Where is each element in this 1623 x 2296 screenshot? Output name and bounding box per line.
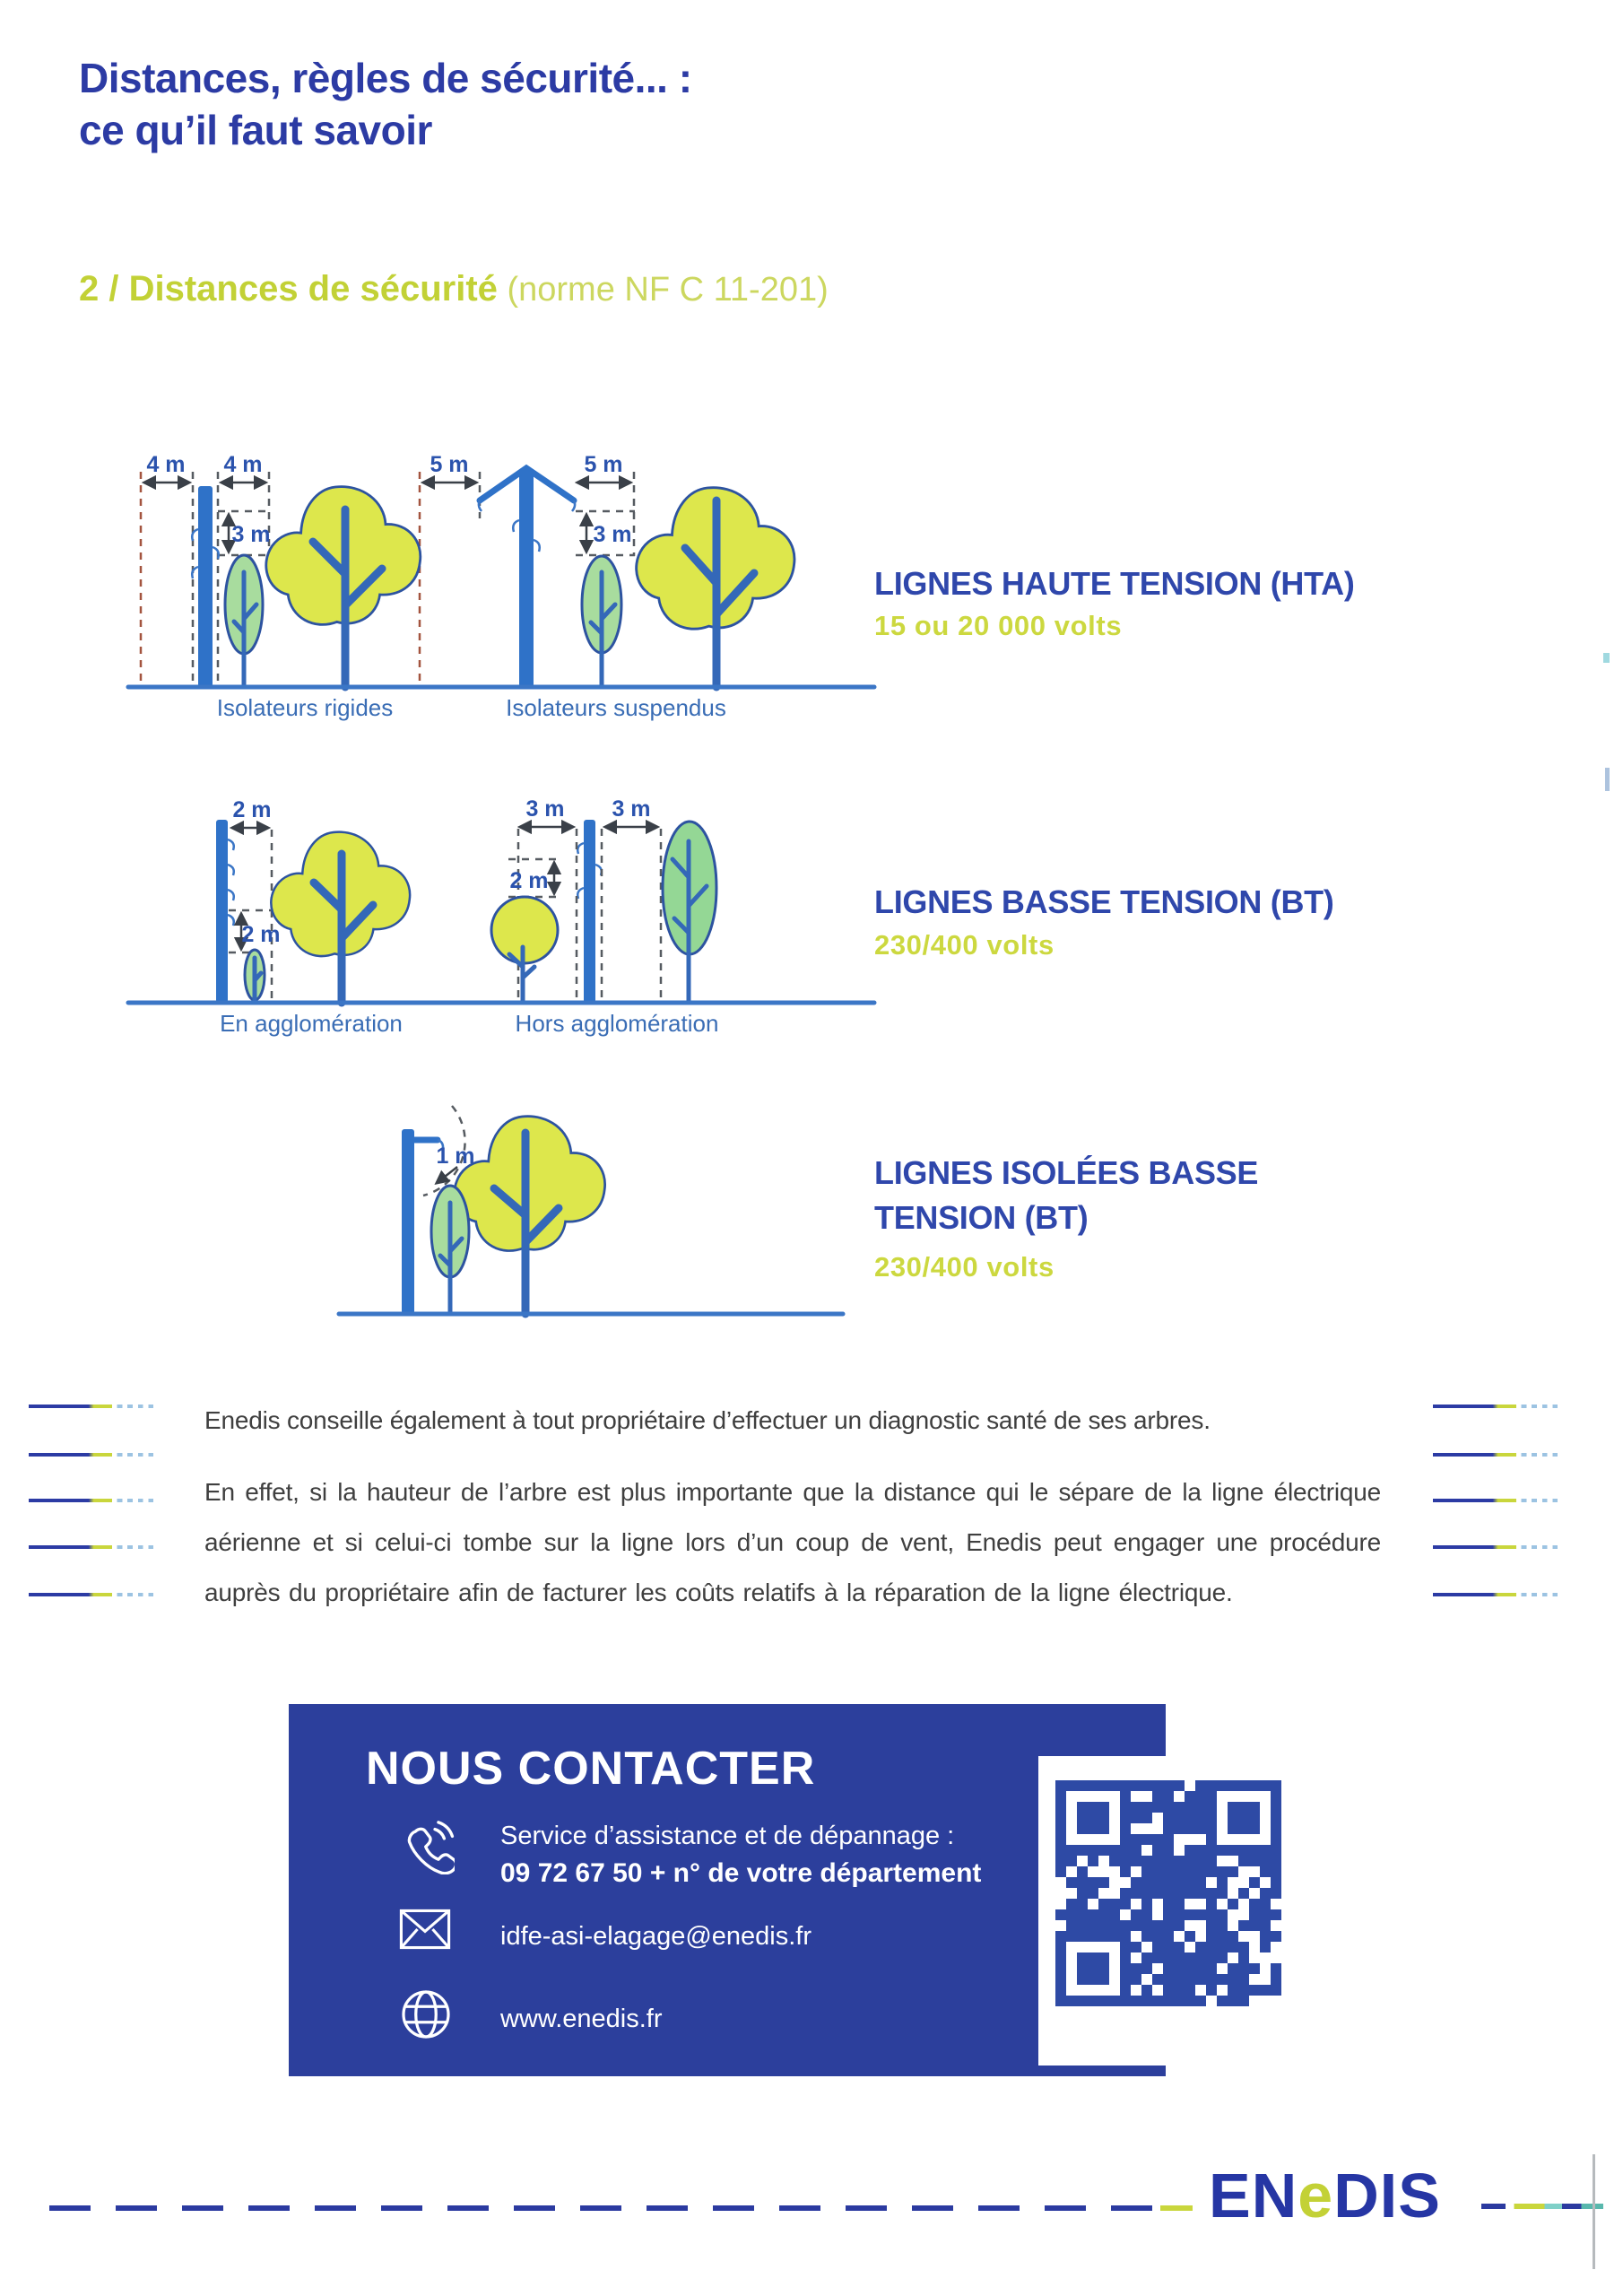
scan-artifact [1593,2154,1595,2269]
scan-artifact [1605,768,1610,791]
enedis-logo [1209,2160,1441,2231]
bt-isolee-title-line2: TENSION (BT) [874,1199,1089,1236]
bt-isolee-title [874,1151,1258,1240]
diagram-hta [76,447,883,726]
bt-subtitle: 230/400 volts [874,929,1055,961]
dimension-label: 2 m [241,922,281,947]
decorative-dash [1433,1545,1563,1549]
logo-accent-e: e [1298,2161,1334,2231]
tree-small [225,555,263,687]
decorative-dash [29,1499,159,1502]
logo-text: EN [1209,2161,1298,2231]
page-title-line2: ce qu’il faut savoir [79,107,432,153]
diagram-caption: En agglomération [220,1010,403,1037]
phone-icon [399,1819,455,1874]
dimension-label: 3 m [612,796,651,822]
contact-panel [289,1704,1166,2076]
paragraph-warning: En effet, si la hauteur de l’arbre est plus importante que la distance qui le sépare de la ligne électrique aérienne et si celui-ci tombe sur la ligne lors d’un coup de vent, Enedis peut engager une procédure auprès du propriétaire afin de facturer les coûts relatifs à la réparation de la ligne électrique. [204,1478,1381,1606]
scan-artifact [1603,653,1610,663]
tree-small [582,556,621,687]
section-heading [79,269,829,309]
utility-pole-suspended [479,468,575,687]
tree-large [637,488,794,687]
dimension-label: 2 m [232,797,272,822]
decorative-dash [1433,1593,1563,1596]
contact-email: idfe-asi-elagage@enedis.fr [500,1922,812,1951]
body-text [204,1396,1381,1618]
hta-subtitle: 15 ou 20 000 volts [874,610,1123,641]
page-title-line1: Distances, règles de sécurité... : [79,55,692,101]
diagram-bt-isolee [323,1088,897,1348]
hta-title: LIGNES HAUTE TENSION (HTA) [874,565,1355,602]
tree-small [431,1186,469,1314]
dimension-label: 3 m [593,522,632,547]
decorative-dash [1433,1453,1563,1457]
dimension-label: 5 m [430,452,469,477]
footer-dashed-line [49,2205,1152,2211]
assistance-info [500,1817,981,1892]
footer-dashed-line [1481,2204,1603,2209]
assistance-label: Service d’assistance et de dépannage : [500,1822,955,1850]
dimension-label: 5 m [584,452,623,477]
tree-tall [663,822,716,1003]
dimension-label: 2 m [509,868,549,893]
bt-isolee-title-line1: LIGNES ISOLÉES BASSE [874,1154,1259,1191]
page-title [79,52,692,156]
dimension-label: 4 m [146,452,186,477]
tree-large [266,487,421,687]
diagram-caption: Hors agglomération [515,1010,719,1037]
diagram-bt [76,787,883,1057]
tree-small [245,950,265,1003]
footer-dash-accent [1160,2205,1193,2211]
contact-website: www.enedis.fr [500,2005,663,2033]
decorative-dash [29,1593,159,1596]
qr-code-panel [1038,1756,1298,2066]
tree-round [491,897,558,1003]
utility-pole [192,486,219,687]
bt-title: LIGNES BASSE TENSION (BT) [874,883,1334,920]
section-heading-main: 2 / Distances de sécurité [79,269,498,309]
diagram-caption: Isolateurs suspendus [506,694,726,721]
globe-icon [399,1987,453,2041]
decorative-dash [29,1545,159,1549]
tree-large [455,1117,605,1314]
decorative-dash [29,1405,159,1408]
logo-text: DIS [1333,2161,1441,2231]
contact-title: NOUS CONTACTER [366,1743,816,1795]
decorative-dash [29,1453,159,1457]
qr-code [1055,1780,1281,2006]
bt-isolee-subtitle: 230/400 volts [874,1251,1055,1283]
decorative-dash [1433,1499,1563,1502]
envelope-icon [399,1909,451,1950]
dimension-label: 3 m [525,796,565,822]
tree-large [271,832,410,1003]
dimension-label: 4 m [223,452,263,477]
section-heading-suffix: (norme NF C 11-201) [497,271,829,309]
dimension-label: 1 m [436,1144,475,1169]
dimension-label: 3 m [231,522,271,547]
decorative-dash [1433,1405,1563,1408]
utility-pole [577,820,602,1003]
assistance-number: 09 72 67 50 + n° de votre département [500,1858,982,1888]
diagram-caption: Isolateurs rigides [216,694,394,721]
paragraph-advice: Enedis conseille également à tout propriétaire d’effectuer un diagnostic santé de ses arbres. [204,1406,1211,1434]
